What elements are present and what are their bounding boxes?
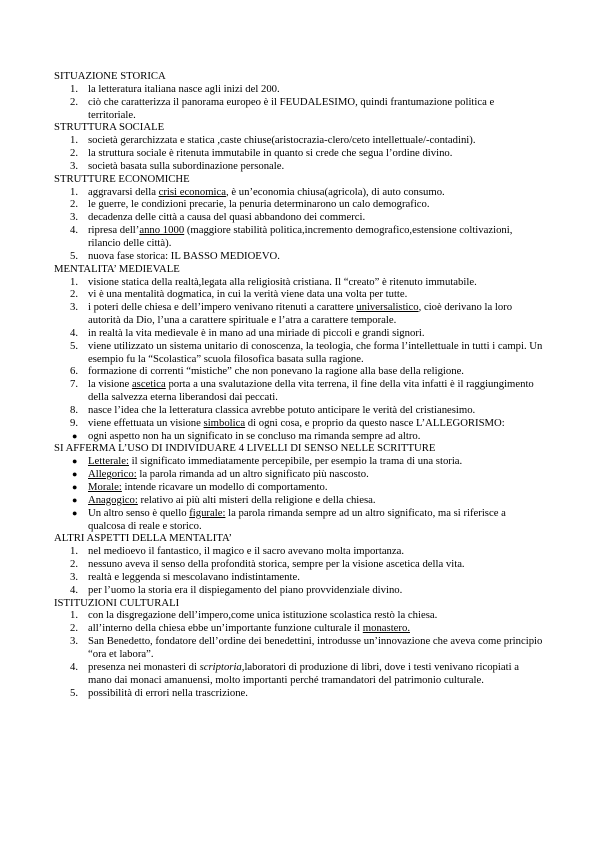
underlined-term: Anagogico:: [88, 493, 138, 506]
item-text: possibilità di errori nella trascrizione.: [88, 686, 248, 699]
item-text: la letteratura italiana nasce agli inizi del 200.: [88, 82, 280, 95]
bullet-item: [54, 430, 544, 443]
section-heading: ISTITUZIONI CULTURALI: [54, 596, 180, 609]
item-text-post: (maggiore stabilità politica,incremento demografico,estensione coltivazioni, rilancio delle città).: [88, 224, 513, 249]
numbered-list: [54, 609, 544, 699]
item-text-post: intende ricavare un modello di comportamento.: [121, 481, 328, 493]
document-page: [54, 70, 544, 699]
section-heading: STRUTTURA SOCIALE: [54, 121, 165, 134]
item-text-pre: viene effettuata un visione: [88, 416, 204, 429]
item-text: realtà e leggenda si mescolavano indistintamente.: [88, 570, 300, 583]
list-item: [54, 584, 544, 597]
list-item: [54, 404, 544, 417]
item-number: 2.: [70, 95, 79, 108]
bullet-dot-icon: ●: [72, 430, 78, 441]
item-text-post: di ogni cosa, e proprio da questo nasce L’ALLEGORISMO:: [245, 416, 505, 429]
item-number: 2.: [70, 198, 79, 211]
bullet-dot-icon: ●: [72, 494, 78, 505]
numbered-list: [54, 545, 544, 596]
underlined-term: Morale:: [88, 481, 122, 493]
item-number: 9.: [70, 416, 79, 429]
list-item: [54, 378, 544, 404]
underlined-term: universalistico: [356, 301, 419, 314]
item-number: 2.: [70, 147, 79, 160]
list-item: [54, 83, 544, 96]
underlined-term: crisi economica: [158, 185, 226, 198]
list-item: [54, 327, 544, 340]
item-text: società gerarchizzata e statica ,caste chiuse(aristocrazia-clero/ceto intellettuale/-contadini).: [88, 134, 476, 147]
section-altri-aspetti: [54, 532, 544, 596]
list-item: [54, 622, 544, 635]
item-number: 4.: [70, 660, 79, 673]
item-text: San Benedetto, fondatore dell’ordine dei benedettini, introdusse un’innovazione che aveva come principio “ora et labora”.: [88, 635, 543, 660]
item-number: 1.: [70, 185, 79, 198]
item-number: 3.: [70, 301, 79, 314]
list-item: [54, 96, 544, 122]
item-text: viene utilizzato un sistema unitario di conoscenza, la teologia, che forma l’intellettuale in tutti i campi. Un esempio fu la “Scolastica” scuola filosofica basata sulla ragione.: [88, 339, 543, 365]
bullet-item: [54, 481, 544, 494]
list-item: [54, 340, 544, 366]
item-number: 1.: [70, 545, 79, 558]
list-item: [54, 250, 544, 263]
item-number: 6.: [70, 365, 79, 378]
item-text: vi è una mentalità dogmatica, in cui la verità viene data una volta per tutte.: [88, 288, 408, 301]
item-number: 5.: [70, 249, 79, 262]
item-text: visione statica della realtà,legata alla religiosità cristiana. Il “creato” è ritenuto immutabile.: [88, 275, 477, 288]
list-item: [54, 635, 544, 661]
item-text: nasce l’idea che la letteratura classica avrebbe potuto anticipare le verità del cristianesimo.: [88, 403, 476, 416]
item-number: 1.: [70, 134, 79, 147]
bullet-list: [54, 430, 544, 443]
item-number: 2.: [70, 622, 79, 635]
item-text-post: relativo ai più alti misteri della religione e della chiesa.: [137, 493, 376, 506]
list-item: [54, 276, 544, 289]
section-struttura-sociale: [54, 121, 544, 172]
list-item: [54, 186, 544, 199]
list-item: [54, 134, 544, 147]
list-item: [54, 288, 544, 301]
item-number: 4.: [70, 224, 79, 237]
item-number: 2.: [70, 288, 79, 301]
item-text-pre: presenza nei monasteri di: [88, 660, 200, 673]
list-item: [54, 417, 544, 430]
section-situazione-storica: [54, 70, 544, 121]
list-item: [54, 147, 544, 160]
section-istituzioni-culturali: [54, 597, 544, 700]
list-item: [54, 211, 544, 224]
bullet-item: [54, 468, 544, 481]
bullet-dot-icon: ●: [72, 482, 78, 492]
list-item: [54, 224, 544, 250]
item-text-pre: Un altro senso è quello: [88, 506, 190, 519]
bullet-item: [54, 455, 544, 468]
item-number: 3.: [70, 635, 79, 648]
item-text-pre: i poteri delle chiesa e dell’impero venivano ritenuti a carattere: [88, 301, 357, 314]
list-item: [54, 609, 544, 622]
bullet-dot-icon: ●: [72, 507, 78, 518]
section-mentalita-medievale: [54, 263, 544, 443]
item-text-pre: ripresa dell’: [88, 224, 140, 237]
bullet-list: [54, 455, 544, 532]
numbered-list: [54, 186, 544, 263]
list-item: [54, 687, 544, 700]
item-number: 3.: [70, 570, 79, 583]
underlined-term: simbolica: [203, 416, 246, 429]
item-number: 5.: [70, 339, 79, 352]
section-heading: MENTALITA’ MEDIEVALE: [54, 262, 180, 275]
item-text-post: la parola rimanda ad un altro significato più nascosto.: [136, 468, 369, 481]
item-text: formazione di correnti “mistiche” che non ponevano la ragione alla base della religione.: [88, 365, 464, 378]
numbered-list: [54, 276, 544, 430]
item-text-post: , cioè derivano la loro autorità da Dio, l’una a carattere spirituale e l’atra a carattere temporale.: [88, 301, 513, 327]
bullet-item: [54, 494, 544, 507]
list-item: [54, 301, 544, 327]
item-text: ciò che caratterizza il panorama europeo è il FEUDALESIMO, quindi frantumazione politica e territoriale.: [88, 95, 495, 121]
italic-term: scriptoria,: [199, 660, 245, 673]
list-item: [54, 545, 544, 558]
underlined-term: Letterale:: [88, 455, 129, 468]
item-number: 2.: [70, 558, 79, 571]
item-text: per l’uomo la storia era il dispiegamento del piano provvidenziale divino.: [88, 583, 403, 596]
item-number: 4.: [70, 583, 79, 596]
list-item: [54, 558, 544, 571]
item-text-post: laboratori di produzione di libri, dove i testi venivano ricopiati a mano dai monaci amanuensi, molto importanti perché tramandatori del patrimonio culturale.: [88, 660, 519, 686]
item-number: 1.: [70, 609, 79, 622]
underlined-term: figurale:: [189, 506, 226, 519]
section-strutture-economiche: [54, 173, 544, 263]
item-number: 3.: [70, 211, 79, 224]
item-number: 8.: [70, 403, 79, 416]
item-text: con la disgregazione dell’impero,come unica istituzione scolastica restò la chiesa.: [88, 609, 438, 622]
bullet-dot-icon: ●: [72, 469, 78, 480]
item-text: nel medioevo il fantastico, il magico e il sacro avevano molta importanza.: [88, 545, 405, 558]
list-item: [54, 198, 544, 211]
bullet-dot-icon: ●: [72, 456, 78, 467]
item-number: 7.: [70, 378, 79, 391]
item-text: decadenza delle città a causa del quasi abbandono dei commerci.: [88, 211, 366, 224]
item-text: ogni aspetto non ha un significato in se concluso ma rimanda sempre ad altro.: [88, 429, 421, 442]
underlined-term: anno 1000: [139, 224, 185, 237]
item-text: società basata sulla subordinazione personale.: [88, 159, 285, 172]
list-item: [54, 160, 544, 173]
item-text-pre: all’interno della chiesa ebbe un’importante funzione culturale il: [88, 622, 363, 635]
numbered-list: [54, 134, 544, 173]
underlined-term: Allegorico:: [88, 468, 137, 481]
bullet-item: [54, 507, 544, 533]
item-number: 1.: [70, 82, 79, 95]
item-number: 4.: [70, 326, 79, 339]
list-item: [54, 571, 544, 584]
underlined-term: monastero.: [362, 622, 410, 635]
section-heading: STRUTTURE ECONOMICHE: [54, 172, 190, 185]
item-number: 1.: [70, 275, 79, 288]
section-heading: ALTRI ASPETTI DELLA MENTALITA’: [54, 532, 233, 545]
item-text: nuova fase storica: IL BASSO MEDIOEVO.: [88, 249, 280, 262]
item-text-pre: aggravarsi della: [88, 185, 159, 198]
underlined-term: ascetica: [131, 378, 166, 391]
item-text-pre: la visione: [88, 378, 132, 391]
item-text-post: porta a una svalutazione della vita terrena, il fine della vita infatti è il raggiungimento della salvezza eterna liberandosi dai peccati.: [88, 378, 534, 404]
section-livelli-di-senso: [54, 442, 544, 532]
item-number: 5.: [70, 686, 79, 699]
item-text: le guerre, le condizioni precarie, la penuria determinarono un calo demografico.: [88, 198, 430, 211]
item-text-post: la parola rimanda sempre ad un altro significato, ma si riferisce a qualcosa di reale e storico.: [88, 506, 506, 532]
item-text-post: , è un’economia chiusa(agricola), di auto consumo.: [226, 185, 445, 198]
item-text: in realtà la vita medievale è in mano ad una miriade di piccoli e grandi signori.: [88, 326, 425, 339]
section-heading: SITUAZIONE STORICA: [54, 70, 166, 82]
item-text-post: il significato immediatamente percepibile, per esempio la trama di una storia.: [128, 455, 463, 468]
item-text: la struttura sociale è ritenuta immutabile in quanto si crede che segua l’ordine divino.: [88, 147, 453, 160]
section-heading: SI AFFERMA L’USO DI INDIVIDUARE 4 LIVELLI DI SENSO NELLE SCRITTURE: [54, 442, 436, 455]
item-number: 3.: [70, 159, 79, 172]
numbered-list: [54, 83, 544, 122]
item-text: nessuno aveva il senso della profondità storica, sempre per la visione ascetica della vita.: [88, 558, 465, 571]
list-item: [54, 661, 544, 687]
list-item: [54, 365, 544, 378]
